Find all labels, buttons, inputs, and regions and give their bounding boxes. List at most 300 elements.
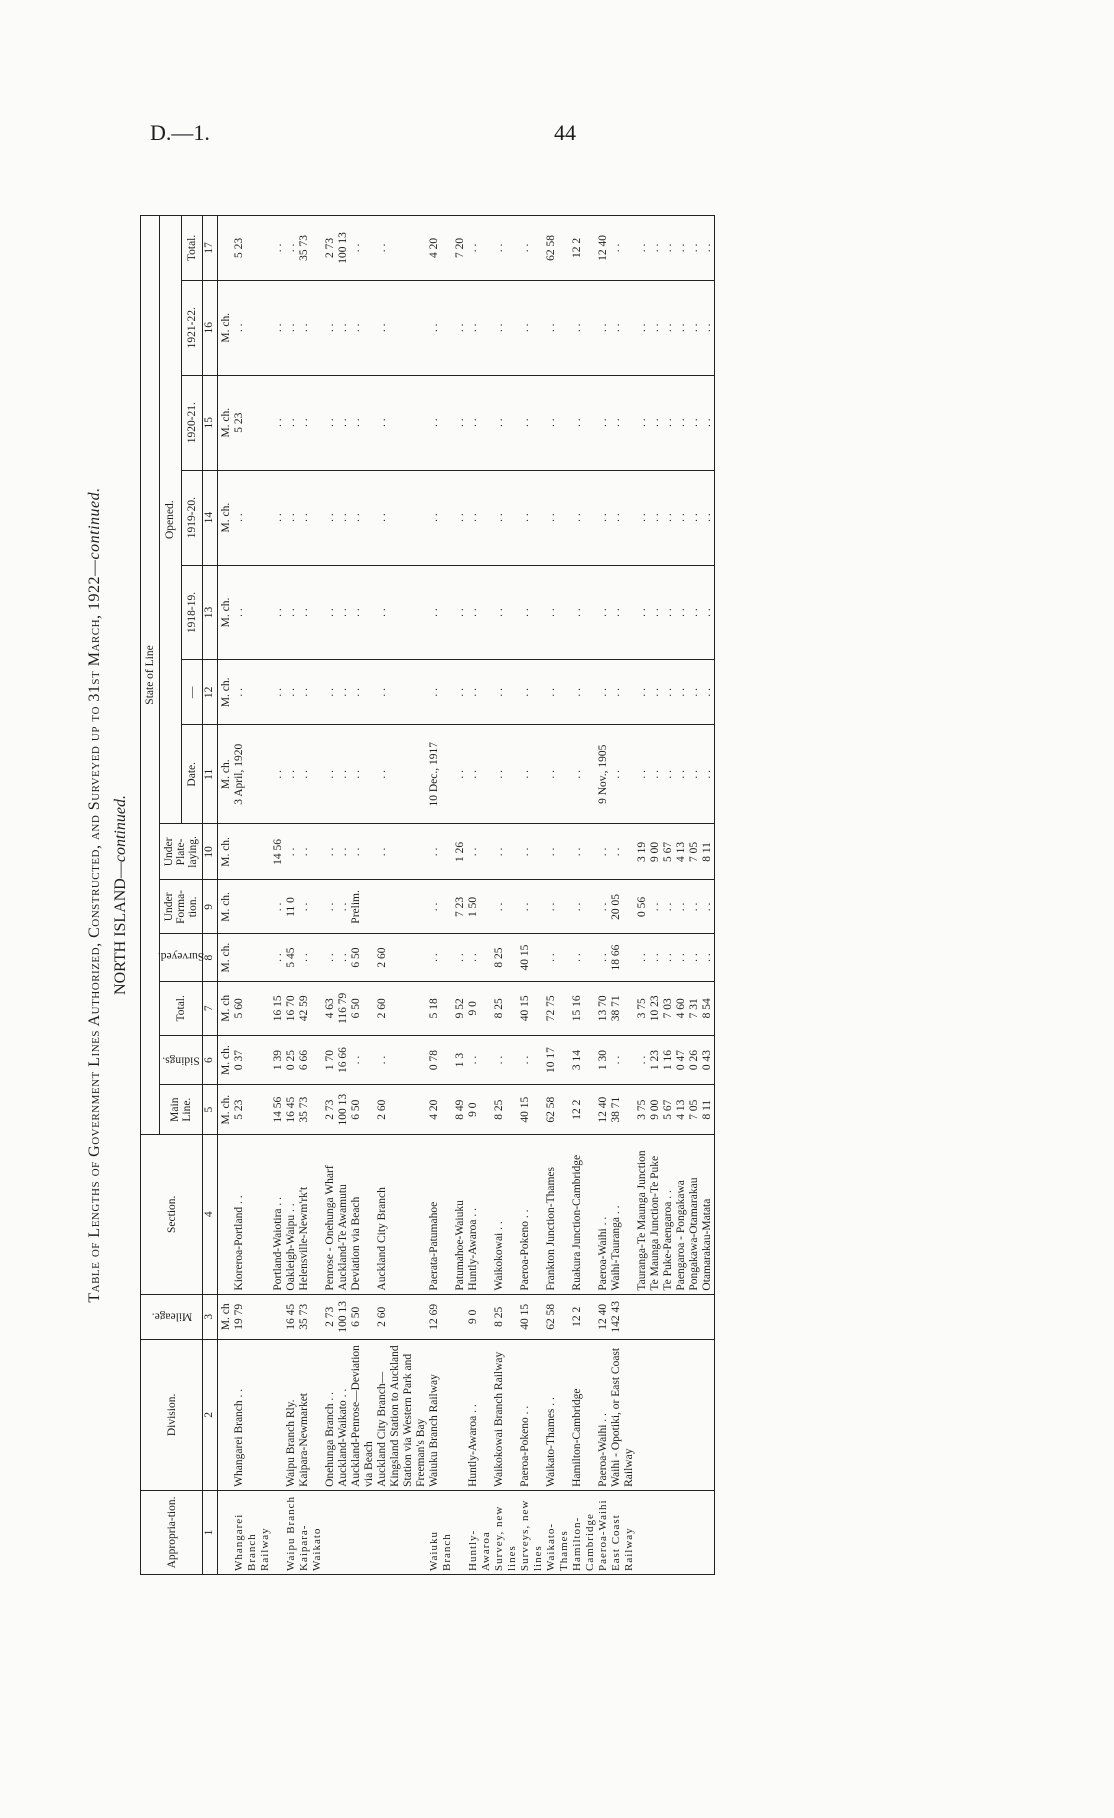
cell-formation: . . [597, 880, 610, 934]
cell-date: . . [337, 725, 350, 824]
cell-mileage: 40 15 [519, 1294, 545, 1339]
cell-platelaying: 9 00 [649, 824, 662, 880]
cell-platelaying [233, 824, 272, 880]
table-row [597, 216, 610, 1575]
cell-c17: 2 73 [324, 216, 337, 281]
cell-c14: . . [298, 470, 324, 565]
unit-cell: M. ch. [218, 470, 234, 565]
header-appropriation: Appropria-tion. [141, 1490, 203, 1574]
cell-c12: . . [467, 660, 493, 725]
cell-c17: . . [519, 216, 545, 281]
cell-total: 72 75 [545, 981, 571, 1035]
unit-cell: M. ch. [218, 1035, 234, 1085]
cell-formation: . . [428, 880, 454, 934]
cell-mileage: 16 45 [285, 1294, 298, 1339]
cell-platelaying: . . [597, 824, 610, 880]
cell-c16: . . [662, 280, 675, 375]
cell-c15: . . [493, 375, 519, 470]
cell-c13: . . [324, 565, 337, 660]
cell-c13: . . [649, 565, 662, 660]
cell-c13: . . [428, 565, 454, 660]
cell-sidings: . . [610, 1035, 636, 1085]
cell-c13: . . [350, 565, 376, 660]
cell-platelaying: . . [493, 824, 519, 880]
table-body [203, 216, 715, 1575]
cell-total: 9 0 [467, 981, 493, 1035]
cell-c15: . . [285, 375, 298, 470]
cell-platelaying: 14 56 [272, 824, 285, 880]
cell-section: Frankton Junction-Thames [545, 1134, 571, 1294]
cell-surveyed: . . [428, 934, 454, 981]
cell-c12: . . [688, 660, 701, 725]
cell-main: 7 05 [688, 1085, 701, 1135]
cell-formation: . . [571, 880, 597, 934]
cell-section: Te Maunga Junction-Te Puke [649, 1134, 662, 1294]
cell-formation [233, 880, 272, 934]
cell-platelaying: . . [467, 824, 493, 880]
unit-cell: M. ch. [218, 565, 234, 660]
cell-sidings: . . [493, 1035, 519, 1085]
cell-section: Kioreroa-Portland . . [233, 1134, 272, 1294]
cell-c16: . . [428, 280, 454, 375]
cell-c17: 5 23 [233, 216, 272, 281]
cell-total: 10 23 [649, 981, 662, 1035]
cell-c14: . . [571, 470, 597, 565]
cell-date: . . [285, 725, 298, 824]
cell-c13: . . [636, 565, 649, 660]
cell-c17: . . [636, 216, 649, 281]
cell-c13: . . [675, 565, 688, 660]
cell-total: 8 54 [701, 981, 715, 1035]
units-row [218, 216, 234, 1575]
cell-appropriation [688, 1490, 701, 1574]
cell-surveyed: . . [701, 934, 715, 981]
cell-main: 16 45 [285, 1085, 298, 1135]
cell-sidings: 0 43 [701, 1035, 715, 1085]
cell-main: 8 11 [701, 1085, 715, 1135]
cell-appropriation [376, 1490, 428, 1574]
cell-c12: . . [350, 660, 376, 725]
cell-appropriation: Waipu Branch [285, 1490, 298, 1574]
cell-platelaying: 4 13 [675, 824, 688, 880]
cell-sidings: . . [350, 1035, 376, 1085]
cell-appropriation: Whangarei Branch Railway [233, 1490, 272, 1574]
cell-platelaying: . . [571, 824, 597, 880]
cell-mileage: 2 60 [376, 1294, 428, 1339]
cell-formation: . . [493, 880, 519, 934]
table-row [610, 216, 636, 1575]
cell-c12: . . [701, 660, 715, 725]
cell-c14: . . [610, 470, 636, 565]
cell-surveyed: . . [571, 934, 597, 981]
cell-c16: . . [597, 280, 610, 375]
cell-date: . . [298, 725, 324, 824]
table-row [337, 216, 350, 1575]
cell-sidings: 0 25 [285, 1035, 298, 1085]
cell-surveyed: . . [675, 934, 688, 981]
cell-c16: . . [519, 280, 545, 375]
cell-mileage [675, 1294, 688, 1339]
header-main-line: Main Line. [160, 1085, 203, 1135]
header-section: Section. [141, 1134, 203, 1294]
cell-surveyed: . . [324, 934, 337, 981]
cell-mileage: 35 73 [298, 1294, 324, 1339]
cell-formation: 1 50 [467, 880, 493, 934]
cell-division: Auckland-Waikato . . [337, 1339, 350, 1490]
cell-c17: . . [272, 216, 285, 281]
cell-total: 5 18 [428, 981, 454, 1035]
column-number: 9 [203, 880, 218, 934]
cell-division [454, 1339, 467, 1490]
cell-c13: . . [688, 565, 701, 660]
cell-division: Kaipara-Newmarket [298, 1339, 324, 1490]
header-surveyed: Surveyed. [160, 934, 203, 981]
cell-surveyed: . . [337, 934, 350, 981]
cell-sidings: 3 14 [571, 1035, 597, 1085]
cell-platelaying: . . [337, 824, 350, 880]
cell-c12: . . [428, 660, 454, 725]
cell-sidings: 0 47 [675, 1035, 688, 1085]
cell-c14: . . [350, 470, 376, 565]
header-dash: — [181, 660, 203, 725]
column-number: 12 [203, 660, 218, 725]
column-number: 7 [203, 981, 218, 1035]
header-date: Date. [181, 725, 203, 824]
cell-section: Paerata-Patumahoe [428, 1134, 454, 1294]
cell-platelaying: . . [324, 824, 337, 880]
cell-date: . . [675, 725, 688, 824]
column-number: 13 [203, 565, 218, 660]
cell-appropriation: Waiuku Branch [428, 1490, 454, 1574]
cell-mileage: 12 2 [571, 1294, 597, 1339]
cell-sidings: . . [636, 1035, 649, 1085]
cell-appropriation: Huntly-Awaroa [467, 1490, 493, 1574]
table-row [285, 216, 298, 1575]
cell-platelaying: . . [350, 824, 376, 880]
cell-division [636, 1339, 649, 1490]
column-number: 3 [203, 1294, 218, 1339]
cell-division: Waihi - Opotiki, or East Coast Railway [610, 1339, 636, 1490]
unit-cell: M. ch. [218, 934, 234, 981]
cell-c13: . . [454, 565, 467, 660]
cell-c13: . . [519, 565, 545, 660]
cell-c15: . . [597, 375, 610, 470]
cell-c17: 7 20 [454, 216, 467, 281]
table-row [350, 216, 376, 1575]
cell-main: 5 23 [233, 1085, 272, 1135]
cell-c12: . . [337, 660, 350, 725]
cell-division: Paeroa-Pokeno . . [519, 1339, 545, 1490]
cell-main: 40 15 [519, 1085, 545, 1135]
cell-c13: . . [493, 565, 519, 660]
cell-c12: . . [285, 660, 298, 725]
cell-sidings: . . [376, 1035, 428, 1085]
cell-c14: . . [272, 470, 285, 565]
cell-c17: . . [467, 216, 493, 281]
cell-c13: . . [610, 565, 636, 660]
cell-formation: 0 56 [636, 880, 649, 934]
cell-sidings: 1 23 [649, 1035, 662, 1085]
cell-c16: . . [571, 280, 597, 375]
cell-c14: . . [545, 470, 571, 565]
cell-surveyed: 40 15 [519, 934, 545, 981]
cell-c12: . . [519, 660, 545, 725]
cell-date: . . [493, 725, 519, 824]
cell-mileage [454, 1294, 467, 1339]
cell-c14: . . [688, 470, 701, 565]
cell-c16: . . [675, 280, 688, 375]
cell-appropriation [675, 1490, 688, 1574]
cell-main: 35 73 [298, 1085, 324, 1135]
table-row [662, 216, 675, 1575]
cell-c15: . . [337, 375, 350, 470]
cell-division [675, 1339, 688, 1490]
cell-section: Oakleigh-Waipu . . [285, 1134, 298, 1294]
table-row [298, 216, 324, 1575]
cell-surveyed: . . [298, 934, 324, 981]
cell-division: Huntly-Awaroa . . [467, 1339, 493, 1490]
cell-surveyed: . . [454, 934, 467, 981]
cell-c14: . . [467, 470, 493, 565]
cell-total: 16 15 [272, 981, 285, 1035]
cell-mileage: 8 25 [493, 1294, 519, 1339]
table-row [519, 216, 545, 1575]
cell-division [662, 1339, 675, 1490]
cell-section: Ruakura Junction-Cambridge [571, 1134, 597, 1294]
cell-c17: . . [376, 216, 428, 281]
cell-appropriation [454, 1490, 467, 1574]
cell-c13: . . [597, 565, 610, 660]
cell-c17: . . [649, 216, 662, 281]
table-row [701, 216, 715, 1575]
cell-c16: . . [376, 280, 428, 375]
cell-c17: . . [688, 216, 701, 281]
cell-c16: . . [493, 280, 519, 375]
cell-main: 38 71 [610, 1085, 636, 1135]
cell-mileage: 12 69 [428, 1294, 454, 1339]
cell-total: 3 75 [636, 981, 649, 1035]
cell-c16: . . [545, 280, 571, 375]
cell-main: 8 49 [454, 1085, 467, 1135]
table-row [493, 216, 519, 1575]
cell-total: 9 52 [454, 981, 467, 1035]
rotated-table-block [84, 215, 1044, 1575]
cell-c17: . . [662, 216, 675, 281]
cell-appropriation [324, 1490, 337, 1574]
cell-date: . . [467, 725, 493, 824]
cell-c13: . . [298, 565, 324, 660]
cell-c16: . . [649, 280, 662, 375]
cell-formation: . . [324, 880, 337, 934]
unit-cell [218, 1339, 234, 1490]
cell-mileage: 6 50 [350, 1294, 376, 1339]
cell-date: . . [636, 725, 649, 824]
unit-cell: M. ch. [218, 660, 234, 725]
cell-total: 6 50 [350, 981, 376, 1035]
cell-section: Paeroa-Waihi . . [597, 1134, 610, 1294]
cell-c15: . . [636, 375, 649, 470]
cell-c15: . . [298, 375, 324, 470]
cell-appropriation: Hamilton-Cambridge [571, 1490, 597, 1574]
cell-c14: . . [454, 470, 467, 565]
cell-date: . . [571, 725, 597, 824]
cell-surveyed: 18 66 [610, 934, 636, 981]
header-opened: Opened. [160, 216, 182, 824]
cell-c12: . . [233, 660, 272, 725]
cell-date: . . [376, 725, 428, 824]
cell-mileage [649, 1294, 662, 1339]
cell-surveyed: . . [467, 934, 493, 981]
cell-sidings: 0 37 [233, 1035, 272, 1085]
table-row [545, 216, 571, 1575]
cell-date: . . [545, 725, 571, 824]
lengths-table [140, 215, 715, 1575]
cell-c16: . . [467, 280, 493, 375]
cell-c15: . . [428, 375, 454, 470]
cell-mileage: 12 40 [597, 1294, 610, 1339]
cell-c13: . . [467, 565, 493, 660]
cell-c13: . . [337, 565, 350, 660]
page-reference: D.—1. [150, 120, 210, 145]
column-number: 14 [203, 470, 218, 565]
cell-appropriation [662, 1490, 675, 1574]
cell-main: 8 25 [493, 1085, 519, 1135]
cell-total: 116 79 [337, 981, 350, 1035]
cell-division: Auckland-Penrose—Deviation via Beach [350, 1339, 376, 1490]
cell-mileage: 62 58 [545, 1294, 571, 1339]
cell-date: . . [688, 725, 701, 824]
unit-cell: M. ch. [218, 725, 234, 824]
table-row [688, 216, 701, 1575]
cell-platelaying: . . [428, 824, 454, 880]
cell-c16: . . [701, 280, 715, 375]
cell-surveyed: . . [662, 934, 675, 981]
header-1919-20: 1919-20. [181, 470, 203, 565]
cell-date: . . [272, 725, 285, 824]
cell-c16: . . [610, 280, 636, 375]
table-row [571, 216, 597, 1575]
cell-appropriation [701, 1490, 715, 1574]
cell-c14: . . [675, 470, 688, 565]
cell-section: Pongakawa-Otamarakau [688, 1134, 701, 1294]
cell-formation: . . [662, 880, 675, 934]
cell-appropriation [636, 1490, 649, 1574]
table-row [467, 216, 493, 1575]
cell-date: 3 April, 1920 [233, 725, 272, 824]
table-row [675, 216, 688, 1575]
cell-formation: Prelim. [350, 880, 376, 934]
cell-total: 2 60 [376, 981, 428, 1035]
cell-formation: . . [649, 880, 662, 934]
cell-c17: . . [493, 216, 519, 281]
cell-main: 12 2 [571, 1085, 597, 1135]
cell-mileage: 142 43 [610, 1294, 636, 1339]
cell-c17: 12 40 [597, 216, 610, 281]
column-number: 2 [203, 1339, 218, 1490]
cell-appropriation: Kaipara-Waikato [298, 1490, 324, 1574]
cell-section: Paengaroa - Pongakawa [675, 1134, 688, 1294]
cell-platelaying: . . [285, 824, 298, 880]
cell-appropriation [337, 1490, 350, 1574]
cell-c13: . . [272, 565, 285, 660]
header-division: Division. [141, 1339, 203, 1490]
cell-formation: . . [337, 880, 350, 934]
cell-date: . . [519, 725, 545, 824]
table-row [428, 216, 454, 1575]
cell-total: 15 16 [571, 981, 597, 1035]
cell-main: 12 40 [597, 1085, 610, 1135]
column-number: 15 [203, 375, 218, 470]
cell-c13: . . [662, 565, 675, 660]
cell-mileage: 100 13 [337, 1294, 350, 1339]
header-under-formation: Under Forma-tion. [160, 880, 203, 934]
cell-c17: . . [701, 216, 715, 281]
cell-surveyed [233, 934, 272, 981]
cell-division: Waikato-Thames . . [545, 1339, 571, 1490]
cell-section: Helensville-Newm'rk't [298, 1134, 324, 1294]
cell-platelaying: 5 67 [662, 824, 675, 880]
cell-section: Huntly-Awaroa . . [467, 1134, 493, 1294]
cell-c15: . . [610, 375, 636, 470]
cell-section: Tauranga-Te Maunga Junction [636, 1134, 649, 1294]
unit-cell: M. ch. [218, 280, 234, 375]
cell-appropriation: Surveys, new lines [519, 1490, 545, 1574]
cell-c14: . . [636, 470, 649, 565]
unit-cell: M. ch. [218, 824, 234, 880]
column-number: 16 [203, 280, 218, 375]
cell-c15: . . [324, 375, 337, 470]
cell-c14: . . [597, 470, 610, 565]
cell-formation: 11 0 [285, 880, 298, 934]
cell-appropriation [350, 1490, 376, 1574]
cell-formation [376, 880, 428, 934]
cell-main: 3 75 [636, 1085, 649, 1135]
cell-surveyed: . . [545, 934, 571, 981]
cell-c12: . . [324, 660, 337, 725]
unit-cell: M. ch [218, 981, 234, 1035]
cell-division [688, 1339, 701, 1490]
cell-platelaying: . . [545, 824, 571, 880]
cell-c14: . . [493, 470, 519, 565]
cell-section: Otamarakau-Matata [701, 1134, 715, 1294]
cell-section: Paeroa-Pokeno . . [519, 1134, 545, 1294]
cell-total: 5 60 [233, 981, 272, 1035]
cell-c12: . . [662, 660, 675, 725]
cell-c14: . . [649, 470, 662, 565]
cell-division: Onehunga Branch . . [324, 1339, 337, 1490]
cell-surveyed: 5 45 [285, 934, 298, 981]
cell-c12: . . [649, 660, 662, 725]
unit-cell: M. ch. [218, 375, 234, 470]
cell-formation: . . [272, 880, 285, 934]
cell-c14: . . [285, 470, 298, 565]
cell-main: 14 56 [272, 1085, 285, 1135]
cell-c12: . . [636, 660, 649, 725]
column-number: 6 [203, 1035, 218, 1085]
cell-c17: 35 73 [298, 216, 324, 281]
cell-formation: . . [519, 880, 545, 934]
column-number: 10 [203, 824, 218, 880]
unit-cell [218, 1134, 234, 1294]
cell-c12: . . [675, 660, 688, 725]
cell-total: 42 59 [298, 981, 324, 1035]
cell-platelaying: 3 19 [636, 824, 649, 880]
cell-formation: . . [298, 880, 324, 934]
cell-mileage: 19 79 [233, 1294, 272, 1339]
header-under-platelaying: Under Plate-laying. [160, 824, 203, 880]
cell-c17: 62 58 [545, 216, 571, 281]
cell-surveyed: . . [272, 934, 285, 981]
